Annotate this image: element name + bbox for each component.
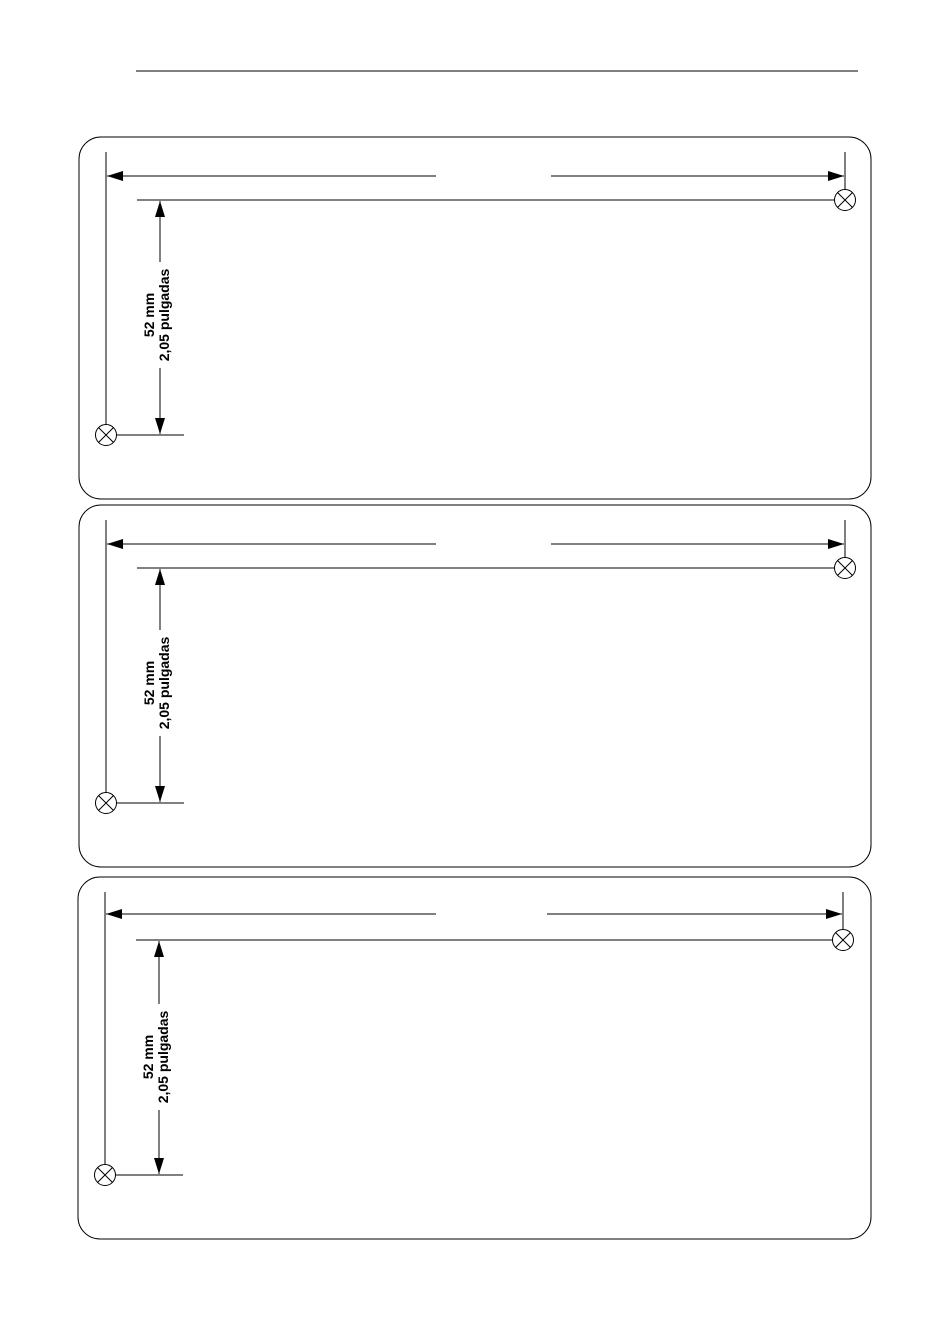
dimension-inches-label: 2,05 pulgadas bbox=[156, 636, 172, 730]
circled-x-icon bbox=[835, 558, 856, 579]
circled-x-icon bbox=[96, 425, 117, 446]
dimension-mm-label: 52 mm bbox=[140, 1034, 156, 1080]
circled-x-icon bbox=[835, 190, 856, 211]
dimension-inches-label: 2,05 pulgadas bbox=[155, 1010, 171, 1104]
height-dimension-label bbox=[141, 636, 172, 729]
template-panel-1 bbox=[79, 137, 871, 499]
template-panel-2 bbox=[79, 505, 871, 867]
panel-border bbox=[78, 877, 871, 1239]
panel-border bbox=[79, 505, 871, 867]
height-dimension-label bbox=[140, 1010, 171, 1103]
dimension-inches-label: 2,05 pulgadas bbox=[156, 268, 172, 362]
panel-border bbox=[79, 137, 871, 499]
template-panel-3 bbox=[78, 877, 871, 1239]
height-dimension-label bbox=[141, 268, 172, 361]
circled-x-icon bbox=[833, 930, 854, 951]
dimension-mm-label: 52 mm bbox=[141, 292, 157, 338]
dimension-mm-label: 52 mm bbox=[141, 660, 157, 706]
circled-x-icon bbox=[95, 1165, 116, 1186]
circled-x-icon bbox=[96, 793, 117, 814]
